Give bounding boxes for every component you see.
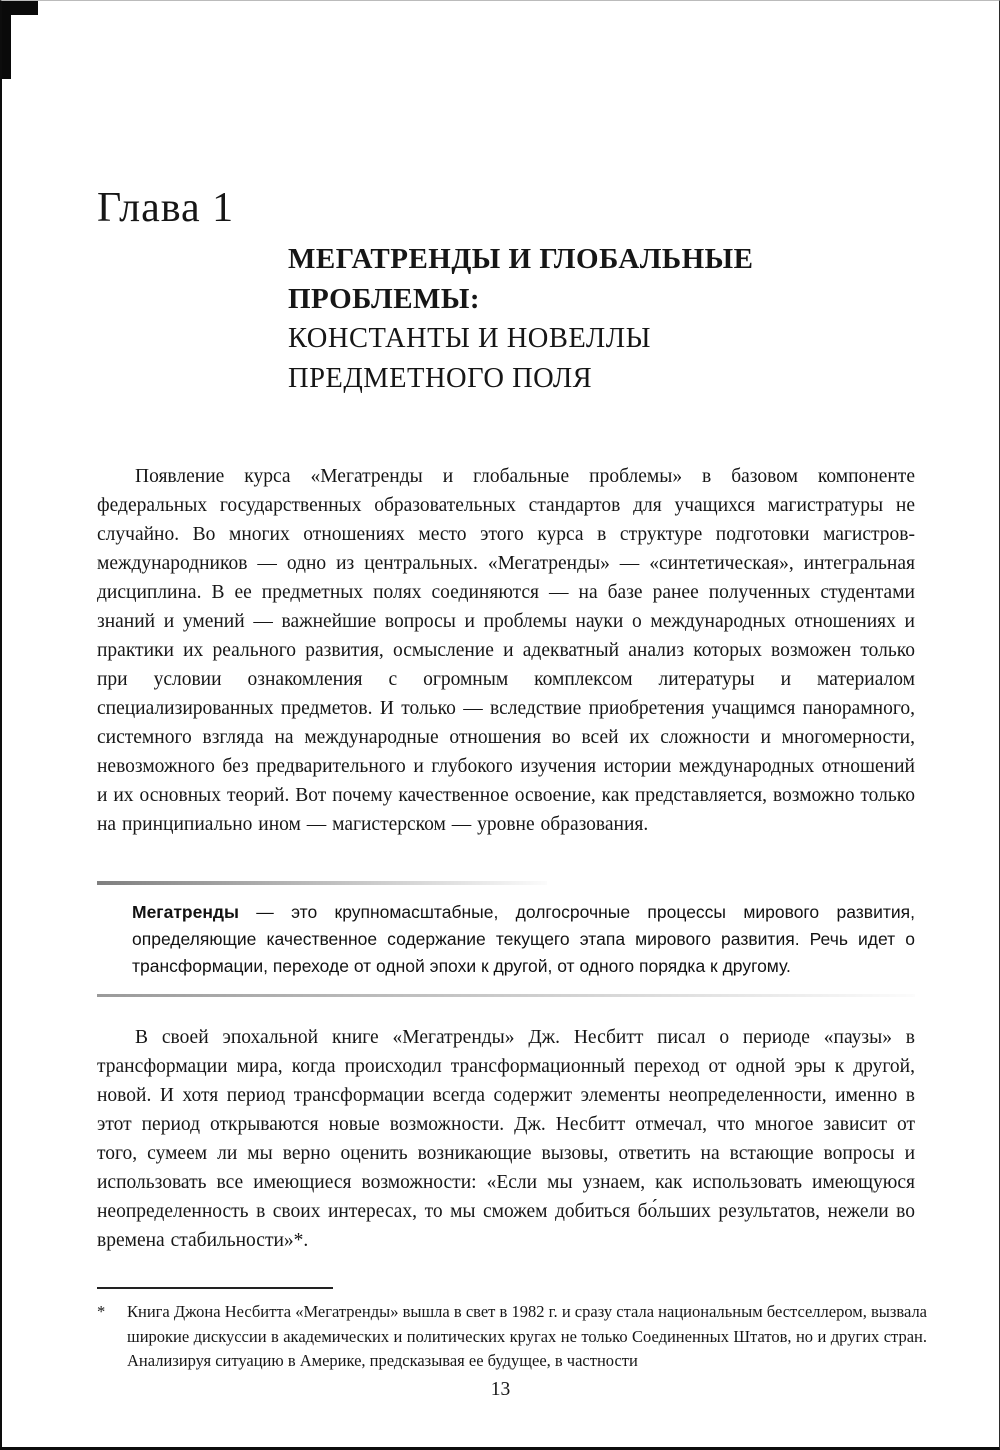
definition-box (97, 881, 915, 997)
footnote-marker: * (97, 1302, 106, 1321)
chapter-subtitle-line: ПРЕДМЕТНОГО ПОЛЯ (288, 363, 593, 394)
definition-body: — это крупномасштабные, долгосрочные процессы мирового развития, определяющие качественное содержание текущего этапа мирового развития. Речь идет о трансформации, переходе от одной эпохи к другой, от одного порядка к другому. (132, 902, 915, 976)
definition-rule-top (97, 881, 547, 885)
definition-text (97, 899, 915, 980)
definition-rule-bottom (97, 994, 915, 997)
definition-term: Мегатренды (132, 902, 239, 922)
footnote-block (97, 1287, 927, 1374)
footnote-rule (97, 1287, 333, 1289)
chapter-title-line: ПРОБЛЕМЫ: (288, 283, 481, 315)
footnote-text: Книга Джона Несбитта «Мегатренды» вышла в свет в 1982 г. и сразу стала национальным бестселлером, вызвала широкие дискуссии в академических и политических кругах не только Соединенных Штатов, но и других стран. Анализируя ситуацию в Америке, предсказывая ее будущее, в частности (127, 1302, 927, 1370)
chapter-title (288, 239, 928, 399)
scan-edge-artifact (2, 1, 11, 79)
body-paragraph-1: Появление курса «Мегатренды и глобальные проблемы» в базовом компоненте федеральных государственных образовательных стандартов для учащихся магистратуры не случайно. Во многих отношениях место этого курса в структуре подготовки магистров-международников — одно из центральных. «Мегатренды» — «синтетическая», интегральная дисциплина. В ее предметных полях соединяются — на базе ранее полученных студентами знаний и умений — важнейшие вопросы и проблемы науки о международных отношениях и практики их реального развития, осмысление и адекватный анализ которых возможен только при условии ознакомления с огромным комплексом литературы и материалом специализированных предметов. И только — вследствие приобретения учащимся панорамного, системного взгляда на международные отношения во всей их сложности и многомерности, невозможного без предварительного и глубокого изучения истории международных отношений и их основных теорий. Вот почему качественное освоение, как представляется, возможно только на принципиально ином — магистерском — уровне образования. (97, 466, 915, 835)
chapter-heading: Глава 1 (97, 185, 235, 231)
page-number: 13 (490, 1379, 511, 1400)
chapter-subtitle-line: КОНСТАНТЫ И НОВЕЛЛЫ (288, 323, 651, 354)
body-paragraph-2: В своей эпохальной книге «Мегатренды» Дж. Несбитт писал о периоде «паузы» в трансформации мира, когда происходил трансформационный переход от одной эры к другой, новой. И хотя период трансформации всегда содержит элементы неопределенности, именно в этот период открываются новые возможности. Дж. Несбитт отмечал, что многое зависит от того, сумеем ли мы верно оценить возникающие вызовы, ответить на встающие вопросы и использовать все имеющиеся возможности: «Если мы узнаем, как использовать имеющуюся неопределенность в своих интересах, то мы сможем добиться бо́льших результатов, нежели во времена стабильности»*. (97, 1027, 915, 1251)
chapter-title-line: МЕГАТРЕНДЫ И ГЛОБАЛЬНЫЕ (288, 243, 754, 275)
